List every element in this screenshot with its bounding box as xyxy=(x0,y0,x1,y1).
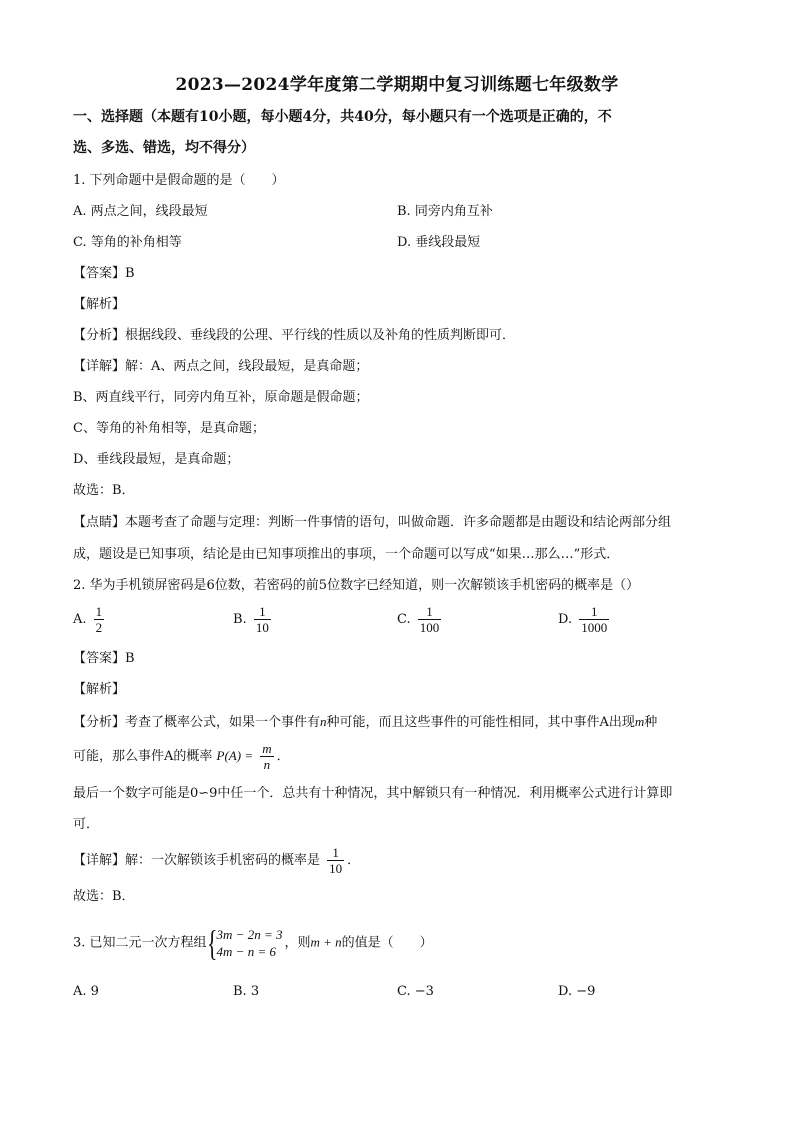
q3-stem-text-a: 3. 已知二元一次方程组 xyxy=(73,935,207,951)
q1-option-d: D. 垂线段最短 xyxy=(397,235,481,250)
q3-expression: m + n xyxy=(310,934,342,950)
probability-formula-fraction xyxy=(260,741,273,772)
q1-line-c: C、等角的补角相等，是真命题； xyxy=(73,421,265,436)
q2-fenxi2-end: ． xyxy=(276,749,290,764)
fraction-numerator: 1 xyxy=(259,604,266,619)
q3-stem-text-c: 的值是（ ） xyxy=(341,935,433,951)
q2-answer: 【答案】B xyxy=(73,651,135,666)
fraction-denominator: 100 xyxy=(419,620,440,635)
fraction-numerator: 1 xyxy=(95,604,103,619)
q2-option-a-fraction xyxy=(94,604,105,635)
q2-option-c xyxy=(397,604,444,635)
q2-option-b-fraction xyxy=(254,604,271,635)
q2-option-c-label: C. xyxy=(397,612,411,627)
variable-n: n xyxy=(320,714,327,729)
q2-option-d xyxy=(558,604,612,635)
q1-option-b: B. 同旁内角互补 xyxy=(397,204,493,219)
q3-option-a: A. 9 xyxy=(73,984,99,999)
q1-analysis-tag: 【解析】 xyxy=(73,297,126,312)
q2-last-line1: 最后一个数字可能是0∽9中任一个．总共有十种情况，其中解锁只有一种情况．利用概率公式进行计算即 xyxy=(73,786,673,801)
q2-option-b xyxy=(233,604,274,635)
q2-last-line2: 可． xyxy=(73,817,100,832)
fraction-denominator: 1000 xyxy=(581,620,608,635)
page-title: 2023—2024学年度第二学期期中复习训练题七年级数学 xyxy=(175,75,619,95)
fraction-denominator: n xyxy=(260,756,273,772)
q1-line-b: B、两直线平行，同旁内角互补，原命题是假命题； xyxy=(73,390,369,405)
q3-option-d: D. −9 xyxy=(558,984,596,999)
brace-icon: { xyxy=(206,923,217,963)
section-heading-line1: 一、选择题（本题有10小题，每小题4分，共40分，每小题只有一个选项是正确的，不 xyxy=(73,109,612,125)
q2-option-d-fraction xyxy=(579,604,609,635)
q1-answer: 【答案】B xyxy=(73,266,135,281)
q1-dianjing-line2: 成，题设是已知事项，结论是由已知事项推出的事项，一个命题可以写成“如果…那么…”形式． xyxy=(73,547,620,562)
fraction-numerator: 1 xyxy=(426,604,433,619)
q1-xiangjie: 【详解】解：A、两点之间，线段最短，是真命题； xyxy=(73,359,369,374)
q2-fenxi-line1 xyxy=(73,713,657,732)
q3-stem-text-b: ，则 xyxy=(284,935,311,951)
q2-fenxi-line2 xyxy=(73,741,290,772)
q1-fenxi: 【分析】根据线段、垂线段的公理、平行线的性质以及补角的性质判断即可． xyxy=(73,328,516,343)
q1-choose: 故选：B． xyxy=(73,483,135,498)
q2-option-a-label: A. xyxy=(73,612,87,627)
q1-option-a: A. 两点之间，线段最短 xyxy=(73,204,208,219)
equation-2: 4m − n = 6 xyxy=(216,944,276,959)
q1-option-c: C. 等角的补角相等 xyxy=(73,235,182,250)
q2-option-d-label: D. xyxy=(558,612,573,627)
q2-stem: 2. 华为手机锁屏密码是6位数，若密码的前5位数字已经知道，则一次解锁该手机密码的概率是（） xyxy=(73,578,640,593)
fraction-denominator: 10 xyxy=(255,620,269,635)
q2-xiangjie-end: ． xyxy=(347,853,361,868)
q3-option-b: B. 3 xyxy=(233,984,260,999)
q2-fenxi-text-b: 种可能，而且这些事件的可能性相同，其中事件A出现 xyxy=(326,715,635,730)
probability-formula-lhs: P(A) = xyxy=(216,748,254,763)
q2-xiangjie-fraction xyxy=(327,845,344,876)
fraction-numerator: 1 xyxy=(590,604,598,619)
q2-option-b-label: B. xyxy=(233,612,247,627)
q2-option-c-fraction xyxy=(418,604,442,635)
equation-1: 3m − 2n = 3 xyxy=(216,927,283,942)
q2-fenxi-text-a: 【分析】考查了概率公式，如果一个事件有 xyxy=(73,715,321,730)
q2-choose: 故选：B． xyxy=(73,889,135,904)
q2-option-a xyxy=(73,604,107,635)
q2-fenxi-text-c: 种 xyxy=(644,715,658,730)
q2-xiangjie xyxy=(73,845,360,876)
q1-dianjing-line1: 【点睛】本题考查了命题与定理：判断一件事情的语句，叫做命题．许多命题都是由题设和结论两部分组 xyxy=(73,515,672,530)
q3-stem xyxy=(73,923,433,963)
q1-line-d: D、垂线段最短，是真命题； xyxy=(73,452,240,467)
q1-stem: 1. 下列命题中是假命题的是（ ） xyxy=(73,173,285,188)
fraction-numerator: 1 xyxy=(332,845,339,860)
q2-fenxi2-text: 可能，那么事件A的概率 xyxy=(73,749,213,764)
fraction-denominator: 10 xyxy=(329,861,343,876)
fraction-denominator: 2 xyxy=(95,620,103,635)
variable-m: m xyxy=(634,714,645,729)
fraction-numerator: m xyxy=(262,741,272,756)
q3-option-c: C. −3 xyxy=(397,984,434,999)
equation-system xyxy=(206,923,283,963)
q2-analysis-tag: 【解析】 xyxy=(73,682,126,697)
q2-xiangjie-text: 【详解】解：一次解锁该手机密码的概率是 xyxy=(73,853,321,868)
section-heading-line2: 选、多选、错选，均不得分） xyxy=(73,140,255,156)
